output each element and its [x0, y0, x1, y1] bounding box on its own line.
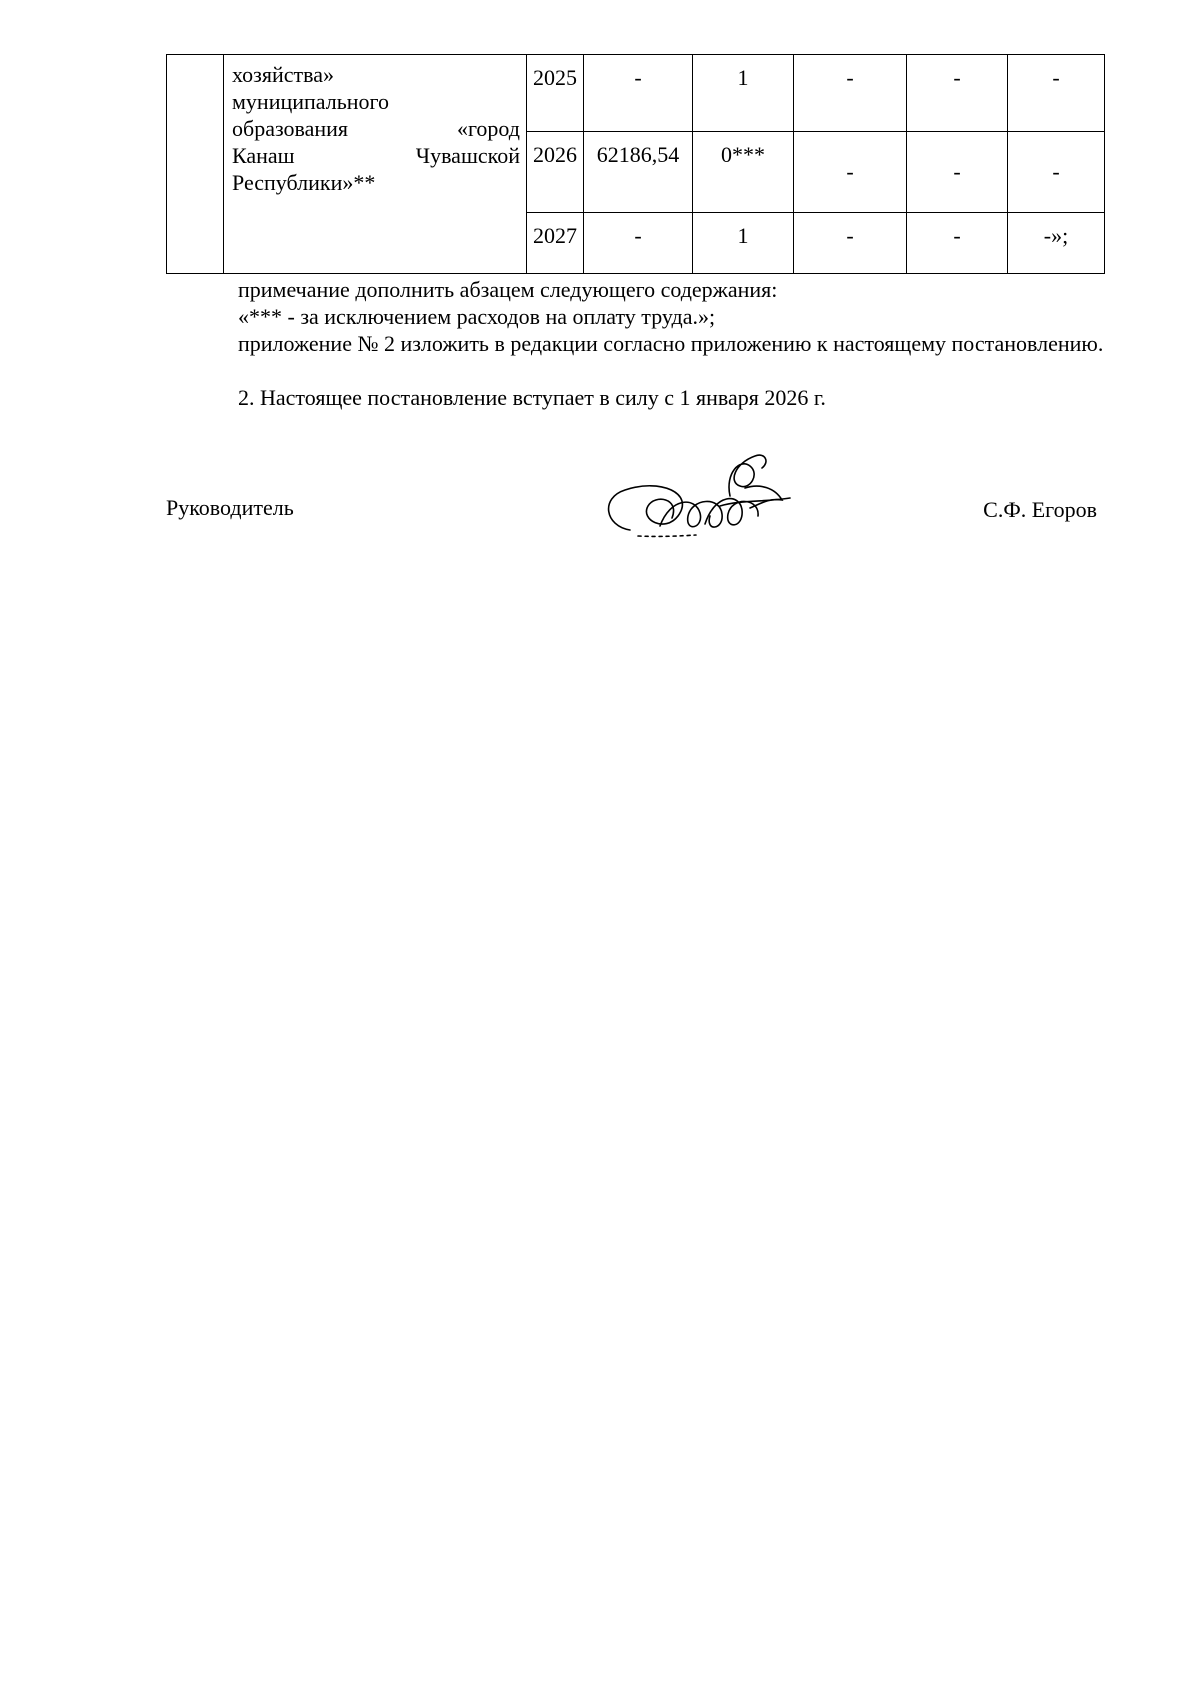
value-cell: 1: [693, 213, 794, 274]
name-line: хозяйства»: [232, 62, 334, 87]
handwritten-signature: [600, 438, 820, 538]
value-cell: -: [794, 55, 907, 132]
name-cell: [224, 55, 527, 274]
value-cell: 0***: [693, 132, 794, 213]
value-cell: -»;: [1008, 213, 1105, 274]
year-cell: 2025: [527, 55, 584, 132]
name-line: [232, 142, 520, 169]
number-cell: [167, 55, 224, 274]
value-cell: 1: [693, 55, 794, 132]
note-paragraph: примечание дополнить абзацем следующего содержания:: [238, 277, 778, 302]
signer-name: С.Ф. Егоров: [983, 497, 1097, 522]
value-cell: -: [794, 132, 907, 213]
name-line: муниципального: [232, 89, 390, 114]
value-cell: -: [1008, 55, 1105, 132]
name-word: Канаш: [232, 143, 295, 168]
value-cell: -: [1008, 132, 1105, 213]
name-word: образования: [232, 116, 349, 141]
name-word: Чувашской: [415, 143, 520, 168]
value-cell: -: [584, 213, 693, 274]
name-line: [232, 115, 520, 142]
value-cell: -: [907, 55, 1008, 132]
value-cell: -: [794, 213, 907, 274]
value-cell: 62186,54: [584, 132, 693, 213]
name-word: «город: [456, 116, 520, 141]
year-cell: 2026: [527, 132, 584, 213]
budget-table: [166, 54, 1105, 274]
year-cell: 2027: [527, 213, 584, 274]
note-text-paragraph: «*** - за исключением расходов на оплату труда.»;: [238, 304, 716, 329]
table-row: [167, 55, 1105, 132]
effective-date-paragraph: 2. Настоящее постановление вступает в силу с 1 января 2026 г.: [238, 385, 826, 410]
value-cell: -: [907, 213, 1008, 274]
signer-role: Руководитель: [166, 495, 294, 520]
value-cell: -: [907, 132, 1008, 213]
value-cell: -: [584, 55, 693, 132]
name-line: Республики»**: [232, 170, 376, 195]
appendix-paragraph: приложение № 2 изложить в редакции согласно приложению к настоящему постановлению.: [238, 331, 1104, 356]
